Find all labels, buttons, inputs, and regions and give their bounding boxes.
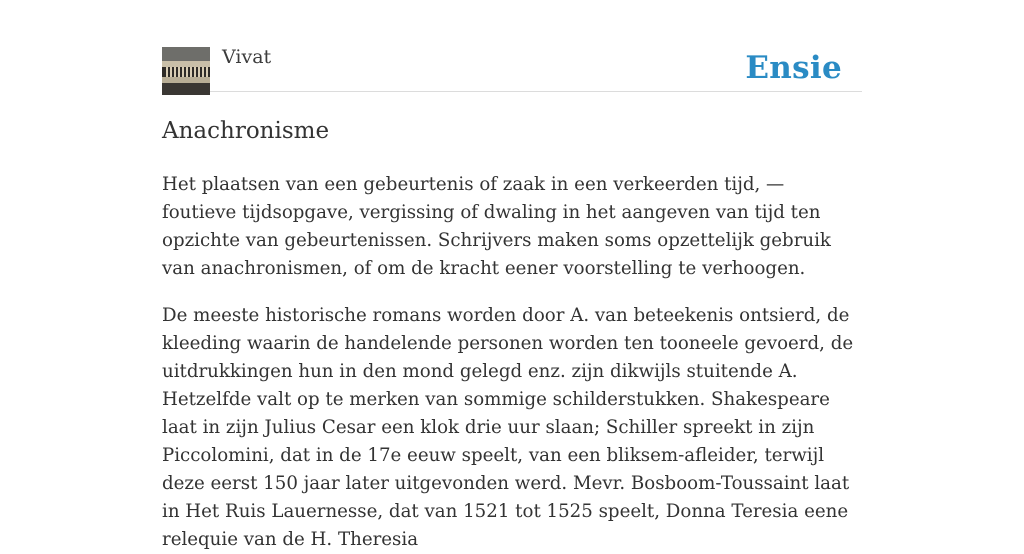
article-body (162, 171, 862, 554)
author-name[interactable]: Vivat (222, 46, 272, 68)
article-page (162, 0, 862, 554)
article-paragraph: De meeste historische romans worden door A. van beteekenis ontsierd, de kleeding waarin de handelende personen worden ten tooneele gevoerd, de uitdrukkingen hun in den mond gelegd enz. zijn dikwijls stuitende A. Hetzelfde valt op te merken van sommige schilderstukken. Shakespeare laat in zijn Julius Cesar een klok drie uur slaan; Schiller spreekt in zijn Piccolomini, dat in de 17e eeuw speelt, van een bliksem-afleider, terwijl deze eerst 150 jaar later uitgevonden werd. Mevr. Bosboom-Toussaint laat in Het Ruis Lauernesse, dat van 1521 tot 1525 speelt, Donna Teresia eene relequie van de H. Theresia (162, 305, 854, 550)
brand-logo[interactable]: Ensie (745, 50, 842, 86)
header (162, 0, 862, 92)
bookshelf-avatar-icon (162, 47, 210, 95)
author-avatar[interactable] (162, 47, 210, 95)
article-paragraph: Het plaatsen van een gebeurtenis of zaak in een verkeerden tijd, — foutieve tijdsopgave, vergissing of dwaling in het aangeven van tijd ten opzichte van gebeurtenissen. Schrijvers maken soms opzettelijk gebruik van anachronismen, of om de kracht eener voorstelling te verhoogen. (162, 174, 831, 279)
article-title: Anachronisme (162, 118, 330, 144)
